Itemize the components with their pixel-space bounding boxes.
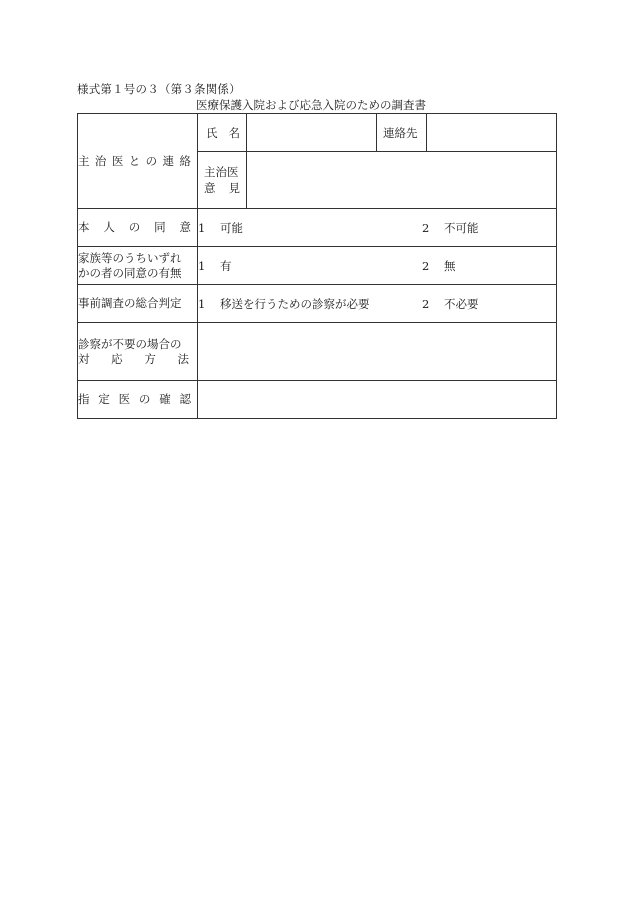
- label-line1: 家族等のうちいずれ: [78, 250, 182, 265]
- label-char: 連: [162, 153, 175, 168]
- label-char: 対: [78, 351, 90, 366]
- consent-option-impossible[interactable]: [422, 220, 479, 236]
- label-char: の: [145, 153, 158, 168]
- assessment-label: 事前調査の総合判定: [78, 285, 198, 323]
- label-char: 法: [177, 351, 189, 366]
- attending-name-row: [78, 114, 557, 152]
- label-char: 絡: [179, 153, 191, 168]
- label-char: 認: [179, 392, 191, 406]
- label-char: 意: [179, 220, 191, 234]
- label-char: 意: [204, 181, 216, 195]
- consent-label: [78, 209, 198, 247]
- contact-label: 連絡先: [377, 114, 427, 152]
- label-char: の: [138, 392, 151, 406]
- name-label: [198, 114, 247, 152]
- option-number: 1: [198, 220, 206, 235]
- option-text: 不必要: [444, 296, 479, 311]
- label-char: 応: [111, 351, 123, 366]
- opinion-label: [198, 152, 247, 209]
- attending-physician-label: [78, 114, 198, 209]
- label-char: 医: [118, 392, 131, 406]
- label-char: の: [128, 220, 141, 234]
- designated-confirmation-row: [78, 381, 557, 419]
- contact-field[interactable]: [427, 114, 557, 152]
- family-consent-option-no[interactable]: [422, 258, 456, 274]
- document-title: 医療保護入院および応急入院のための調査書: [196, 98, 426, 112]
- label-char: 本: [78, 220, 90, 234]
- assessment-row: [78, 285, 557, 323]
- consent-row: [78, 209, 557, 247]
- family-consent-option-yes[interactable]: [198, 258, 422, 274]
- assessment-options: [198, 285, 557, 323]
- family-consent-row: [78, 247, 557, 285]
- option-text: 可能: [220, 220, 243, 235]
- label-line2: かの者の同意の有無: [78, 265, 182, 280]
- option-number: 2: [422, 296, 430, 311]
- label-char: 医: [111, 153, 124, 168]
- opinion-label-line1: 主治医: [204, 165, 239, 179]
- label-char: 人: [103, 220, 115, 234]
- survey-table: [77, 113, 557, 419]
- label-char: 主: [78, 153, 90, 168]
- label-line1: 診察が不要の場合の: [78, 336, 182, 351]
- family-consent-label: [78, 247, 198, 285]
- designated-confirmation-field[interactable]: [198, 381, 557, 419]
- label-char: 氏: [206, 125, 218, 140]
- option-text: 無: [444, 258, 456, 273]
- label-char: 定: [98, 392, 110, 406]
- response-method-row: [78, 323, 557, 381]
- name-field[interactable]: [247, 114, 377, 152]
- option-number: 2: [422, 258, 430, 273]
- assessment-option-not-required[interactable]: [422, 296, 479, 312]
- designated-confirmation-label: [78, 381, 198, 419]
- label-char: 指: [78, 392, 90, 406]
- assessment-option-exam-required[interactable]: [198, 296, 422, 312]
- consent-options: [198, 209, 557, 247]
- family-consent-options: [198, 247, 557, 285]
- option-number: 2: [422, 220, 430, 235]
- label-char: 確: [159, 392, 171, 406]
- opinion-field[interactable]: [247, 152, 557, 209]
- form-number: 様式第１号の３（第３条関係）: [77, 82, 241, 96]
- label-char: 治: [94, 153, 107, 168]
- option-text: 移送を行うための診察が必要: [220, 296, 370, 311]
- response-method-label: [78, 323, 198, 381]
- label-char: 名: [228, 125, 240, 140]
- option-number: 1: [198, 258, 206, 273]
- option-text: 有: [220, 258, 232, 273]
- option-number: 1: [198, 296, 206, 311]
- option-text: 不可能: [444, 220, 479, 235]
- response-method-field[interactable]: [198, 323, 557, 381]
- label-char: 見: [228, 181, 240, 195]
- label-char: 方: [144, 351, 156, 366]
- label-char: と: [128, 153, 141, 168]
- label-char: 同: [154, 220, 166, 234]
- consent-option-possible[interactable]: [198, 220, 422, 236]
